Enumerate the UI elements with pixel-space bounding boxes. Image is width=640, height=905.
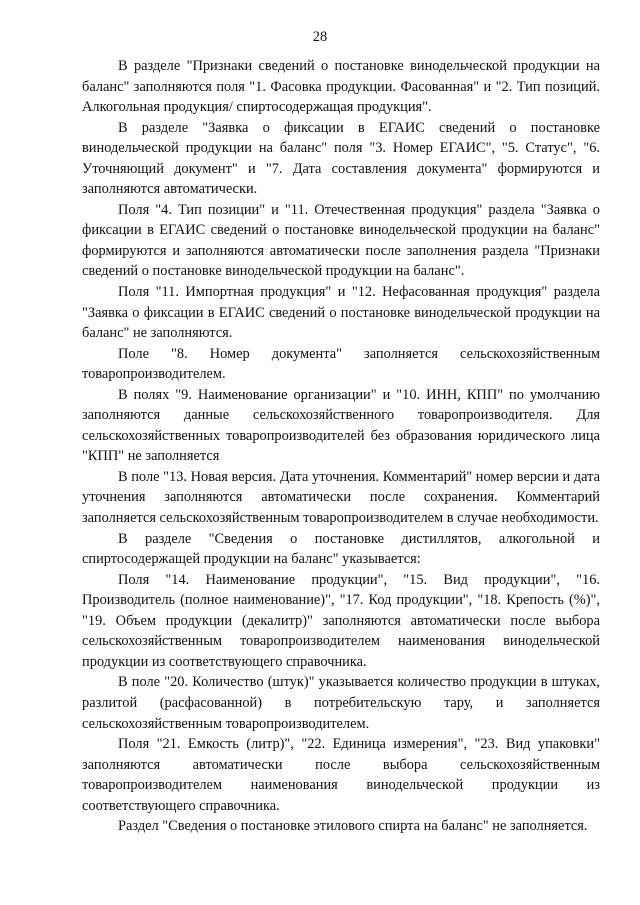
paragraph-2: В разделе "Заявка о фиксации в ЕГАИС сведений о постановке винодельческой продукции на баланс" поля "3. Номер ЕГАИС", "5. Статус", "6. Уточняющий документ" и "7. Дата составления документа" формируются и заполняются автоматически. [82, 119, 600, 198]
page-number: 28 [312, 29, 328, 45]
paragraph-6: В полях "9. Наименование организации" и "10. ИНН, КПП" по умолчанию заполняются данные сельскохозяйственного товаропроизводителя. Для сельскохозяйственных товаропроизводителей без образования юридического лица "КПП" не заполняется [82, 386, 600, 465]
paragraph-7: В поле "13. Новая версия. Дата уточнения. Комментарий" номер версии и дата уточнения заполняются автоматически после сохранения. Комментарий заполняется сельскохозяйственным товаропроизводителем в случае необходимости. [82, 468, 600, 527]
paragraph-11: Поля "21. Емкость (литр)", "22. Единица измерения", "23. Вид упаковки" заполняются автоматически после выбора сельскохозяйственным товаропроизводителем наименования винодельческой продукции из соответствующего справочника. [82, 736, 600, 814]
paragraph-12: Раздел "Сведения о постановке этилового спирта на баланс" не заполняется. [118, 818, 588, 835]
document-body [82, 56, 600, 837]
paragraph-10: В поле "20. Количество (штук)" указывается количество продукции в штуках, разлитой (расфасованной) в потребительскую тару, и заполняется сельскохозяйственным товаропроизводителем. [82, 674, 600, 732]
paragraph-9: Поля "14. Наименование продукции", "15. Вид продукции", "16. Производитель (полное наименование)", "17. Код продукции", "18. Крепость (%)", "19. Объем продукции (декалитр)" заполняются автоматически после выбора сельскохозяйственным товаропроизводителем наименования винодельческой продукции из соответствующего справочника. [82, 571, 600, 670]
paragraph-1: В разделе "Признаки сведений о постановке винодельческой продукции на баланс" заполняются поля "1. Фасовка продукции. Фасованная" и "2. Тип позиций. Алкогольная продукция/ спиртосодержащая продукция". [82, 58, 600, 116]
paragraph-3: Поля "4. Тип позиции" и "11. Отечественная продукция" раздела "Заявка о фиксации в ЕГАИС сведений о постановке винодельческой продукции на баланс" формируются и заполняются автоматически после заполнения раздела "Признаки сведений о постановке винодельческой продукции на баланс". [82, 201, 600, 280]
paragraph-8: В разделе "Сведения о постановке дистиллятов, алкогольной и спиртосодержащей продукции на баланс" указывается: [82, 530, 600, 568]
paragraph-5: Поле "8. Номер документа" заполняется сельскохозяйственным товаропроизводителем. [82, 345, 600, 383]
paragraph-4: Поля "11. Импортная продукция" и "12. Нефасованная продукция" раздела "Заявка о фиксации в ЕГАИС сведений о постановке винодельческой продукции на баланс" не заполняются. [82, 284, 600, 342]
